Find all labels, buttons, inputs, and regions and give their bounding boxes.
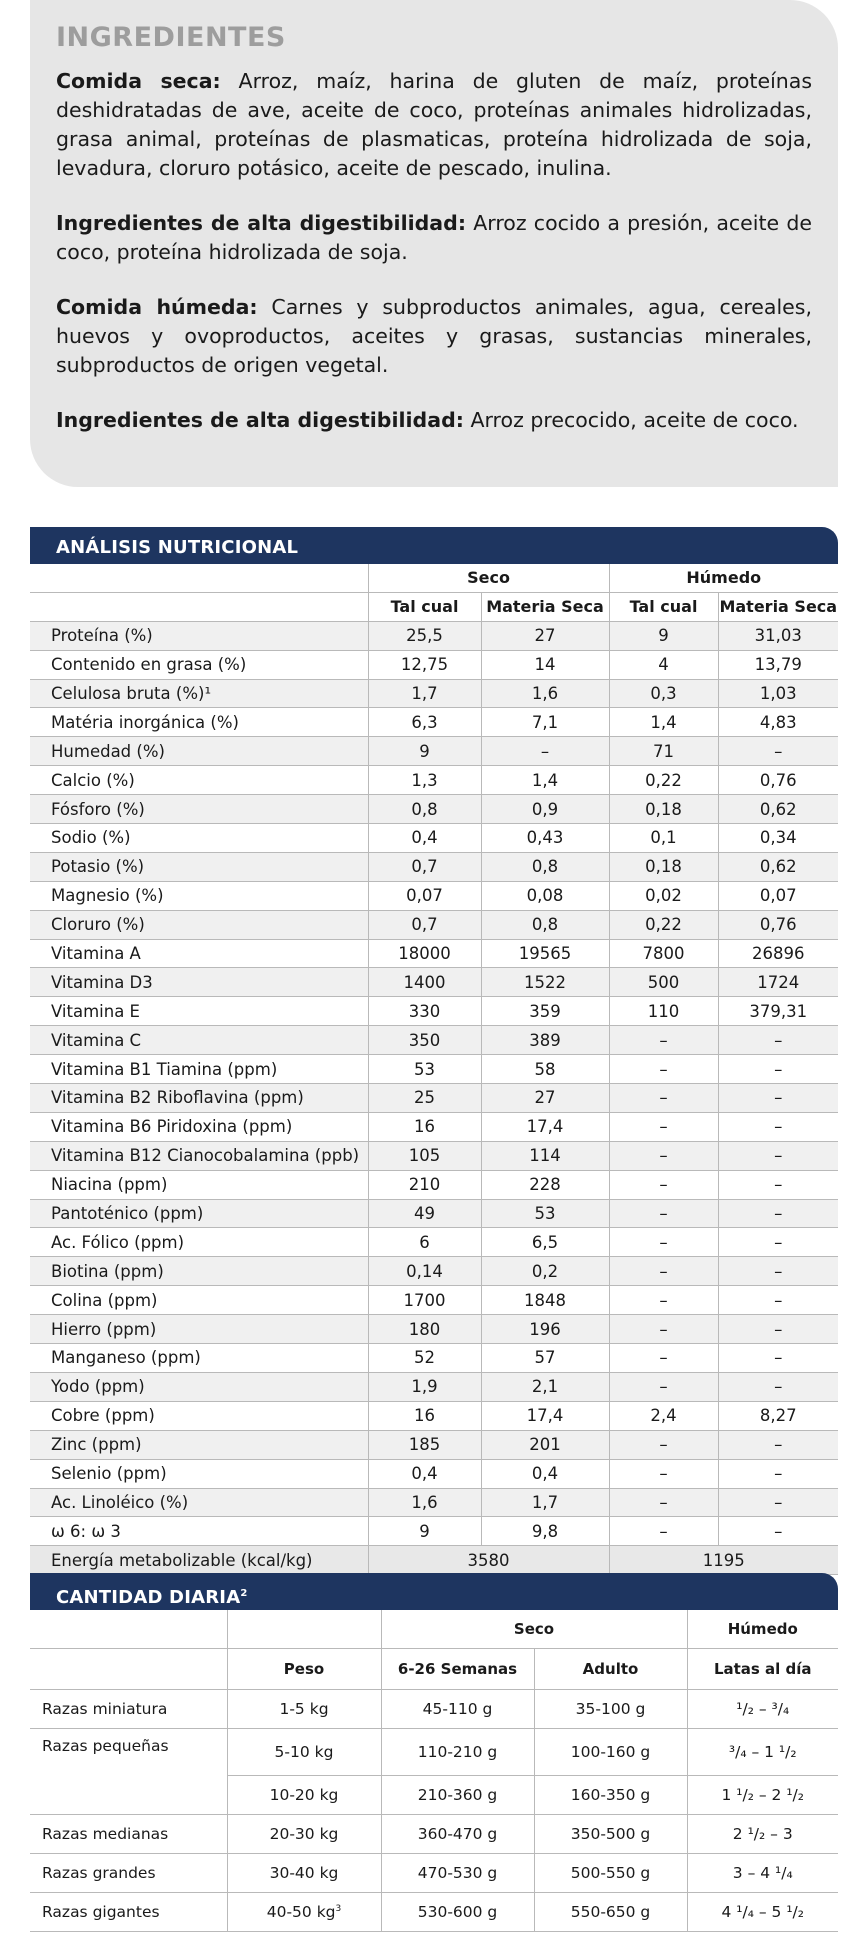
daily-amount-panel: [30, 1573, 838, 1932]
nutrient-label: Contenido en grasa (%): [30, 650, 368, 679]
header-puppy: 6-26 Semanas: [381, 1649, 534, 1690]
wet-dry-matter-value: –: [718, 1372, 838, 1401]
empty-header-cell: [227, 1610, 381, 1649]
wet-dry-matter-value: –: [718, 1488, 838, 1517]
wet-as-is-value: –: [609, 1170, 718, 1199]
dry-dry-matter-value: 58: [481, 1055, 609, 1084]
cans-value: ¹/₂ – ³/₄: [687, 1690, 838, 1729]
dry-dry-matter-value: 17,4: [481, 1401, 609, 1430]
ingredients-text: Arroz cocido a presión, aceite de coco, proteína hidrolizada de soja.: [56, 211, 812, 264]
wet-dry-matter-value: 0,76: [718, 910, 838, 939]
wet-as-is-value: –: [609, 1141, 718, 1170]
dry-dry-matter-value: 7,1: [481, 708, 609, 737]
nutrition-row: [30, 939, 838, 968]
wet-dry-matter-value: –: [718, 1315, 838, 1344]
wet-dry-matter-value: 379,31: [718, 997, 838, 1026]
dry-as-is-value: 0,4: [368, 824, 481, 853]
breed-label: Razas miniatura: [30, 1690, 227, 1729]
dry-dry-matter-value: 17,4: [481, 1112, 609, 1141]
cans-value: 1 ¹/₂ – 2 ¹/₂: [687, 1775, 838, 1814]
wet-dry-matter-value: 4,83: [718, 708, 838, 737]
breed-label: [30, 1775, 227, 1814]
wet-as-is-value: 71: [609, 737, 718, 766]
energy-label: Energía metabolizable (kcal/kg): [30, 1546, 368, 1575]
nutrient-label: Selenio (ppm): [30, 1459, 368, 1488]
weight-footnote: 3: [335, 1903, 342, 1914]
nutrient-label: Cobre (ppm): [30, 1401, 368, 1430]
weight-value: [227, 1892, 381, 1931]
nutrient-label: Vitamina D3: [30, 968, 368, 997]
dry-dry-matter-value: 9,8: [481, 1517, 609, 1546]
empty-header-cell: [30, 1649, 227, 1690]
wet-as-is-value: –: [609, 1344, 718, 1373]
nutrition-row: [30, 1084, 838, 1113]
dry-as-is-value: 350: [368, 1026, 481, 1055]
dry-as-is-value: 0,4: [368, 1459, 481, 1488]
dry-dry-matter-value: 389: [481, 1026, 609, 1055]
wet-as-is-value: –: [609, 1055, 718, 1084]
header-dry-dry-matter: Materia Seca: [481, 592, 609, 621]
header-weight: Peso: [227, 1649, 381, 1690]
daily-row: [30, 1892, 838, 1931]
wet-dry-matter-value: 0,76: [718, 766, 838, 795]
dry-as-is-value: 9: [368, 1517, 481, 1546]
nutrient-label: Vitamina A: [30, 939, 368, 968]
header-wet-as-is: Tal cual: [609, 592, 718, 621]
wet-as-is-value: 2,4: [609, 1401, 718, 1430]
daily-column-header: [30, 1649, 838, 1690]
nutrition-row: [30, 997, 838, 1026]
wet-as-is-value: –: [609, 1517, 718, 1546]
dry-dry-matter-value: 1,4: [481, 766, 609, 795]
wet-as-is-value: –: [609, 1488, 718, 1517]
dry-as-is-value: 0,7: [368, 910, 481, 939]
wet-as-is-value: 0,1: [609, 824, 718, 853]
weight-value: [227, 1690, 381, 1729]
dry-as-is-value: 1700: [368, 1286, 481, 1315]
cans-value: ³/₄ – 1 ¹/₂: [687, 1729, 838, 1776]
nutrient-label: Ac. Fólico (ppm): [30, 1228, 368, 1257]
dry-dry-matter-value: 19565: [481, 939, 609, 968]
wet-dry-matter-value: 0,07: [718, 881, 838, 910]
nutrition-row: [30, 1141, 838, 1170]
daily-row: [30, 1690, 838, 1729]
dry-as-is-value: 6,3: [368, 708, 481, 737]
adult-value: 550-650 g: [534, 1892, 687, 1931]
ingredients-title: INGREDIENTES: [56, 22, 286, 53]
weight-value: [227, 1853, 381, 1892]
dry-as-is-value: 49: [368, 1199, 481, 1228]
nutrition-row: [30, 1430, 838, 1459]
wet-as-is-value: –: [609, 1228, 718, 1257]
ingredients-label: Ingredientes de alta digestibilidad:: [56, 408, 464, 432]
wet-as-is-value: –: [609, 1112, 718, 1141]
wet-as-is-value: –: [609, 1026, 718, 1055]
nutrition-row: [30, 1401, 838, 1430]
daily-row: [30, 1814, 838, 1853]
nutrient-label: Proteína (%): [30, 621, 368, 650]
dry-as-is-value: 16: [368, 1401, 481, 1430]
energy-dry-value: 3580: [368, 1546, 609, 1575]
nutrient-label: Vitamina C: [30, 1026, 368, 1055]
wet-as-is-value: 4: [609, 650, 718, 679]
dry-dry-matter-value: 0,2: [481, 1257, 609, 1286]
daily-row: [30, 1853, 838, 1892]
ingredients-text: Arroz, maíz, harina de gluten de maíz, proteínas deshidratadas de ave, aceite de coco, proteínas animales hidrolizadas, grasa animal, proteínas de plasmaticas, proteína hidrolizada de soja, levadura, cloruro potásico, aceite de pescado, inulina.: [56, 69, 813, 180]
dry-as-is-value: 1,7: [368, 679, 481, 708]
nutrient-label: Fósforo (%): [30, 795, 368, 824]
wet-dry-matter-value: 0,62: [718, 795, 838, 824]
dry-dry-matter-value: 0,08: [481, 881, 609, 910]
dry-as-is-value: 210: [368, 1170, 481, 1199]
nutrition-row: [30, 766, 838, 795]
daily-amount-title-footnote: 2: [240, 1588, 248, 1599]
dry-as-is-value: 1400: [368, 968, 481, 997]
dry-dry-matter-value: 57: [481, 1344, 609, 1373]
wet-dry-matter-value: 0,34: [718, 824, 838, 853]
wet-dry-matter-value: –: [718, 1170, 838, 1199]
dry-dry-matter-value: 6,5: [481, 1228, 609, 1257]
ingredients-wet-food: [56, 293, 812, 380]
dry-dry-matter-value: 27: [481, 621, 609, 650]
wet-as-is-value: –: [609, 1372, 718, 1401]
wet-dry-matter-value: 1,03: [718, 679, 838, 708]
nutrition-row: [30, 679, 838, 708]
nutrient-label: Ac. Linoléico (%): [30, 1488, 368, 1517]
nutrient-label: Sodio (%): [30, 824, 368, 853]
nutrient-label: Matéria inorgánica (%): [30, 708, 368, 737]
wet-as-is-value: –: [609, 1199, 718, 1228]
puppy-value: 45-110 g: [381, 1690, 534, 1729]
dry-dry-matter-value: 0,43: [481, 824, 609, 853]
ingredients-text: Carnes y subproductos animales, agua, cereales, huevos y ovoproductos, aceites y grasas, sustancias minerales, subproductos de origen vegetal.: [56, 295, 812, 377]
nutrition-row: [30, 1026, 838, 1055]
nutrition-row: [30, 824, 838, 853]
nutrient-label: Potasio (%): [30, 852, 368, 881]
puppy-value: 210-360 g: [381, 1775, 534, 1814]
dry-as-is-value: 0,7: [368, 852, 481, 881]
nutrient-label: Yodo (ppm): [30, 1372, 368, 1401]
dry-dry-matter-value: 14: [481, 650, 609, 679]
nutrient-label: ω 6: ω 3: [30, 1517, 368, 1546]
daily-amount-title: [30, 1573, 838, 1610]
dry-as-is-value: 0,07: [368, 881, 481, 910]
nutrient-label: Biotina (ppm): [30, 1257, 368, 1286]
weight-text: 10-20 kg: [269, 1785, 339, 1804]
ingredients-label: Ingredientes de alta digestibilidad:: [56, 211, 467, 235]
empty-header-cell: [30, 1610, 227, 1649]
ingredients-label: Comida húmeda:: [56, 295, 258, 319]
header-wet: Húmedo: [609, 564, 838, 592]
dry-dry-matter-value: 1,7: [481, 1488, 609, 1517]
wet-as-is-value: –: [609, 1315, 718, 1344]
puppy-value: 360-470 g: [381, 1814, 534, 1853]
puppy-value: 110-210 g: [381, 1729, 534, 1776]
wet-dry-matter-value: –: [718, 1228, 838, 1257]
nutrition-row: [30, 1372, 838, 1401]
cans-value: 4 ¹/₄ – 5 ¹/₂: [687, 1892, 838, 1931]
empty-header-cell: [30, 592, 368, 621]
dry-dry-matter-value: 53: [481, 1199, 609, 1228]
nutrition-row: [30, 968, 838, 997]
dry-as-is-value: 16: [368, 1112, 481, 1141]
dry-as-is-value: 330: [368, 997, 481, 1026]
weight-value: [227, 1729, 381, 1776]
energy-row: [30, 1546, 838, 1575]
wet-as-is-value: –: [609, 1286, 718, 1315]
wet-dry-matter-value: –: [718, 1257, 838, 1286]
weight-text: 20-30 kg: [269, 1824, 339, 1843]
wet-dry-matter-value: –: [718, 1459, 838, 1488]
nutrition-row: [30, 910, 838, 939]
wet-dry-matter-value: –: [718, 1286, 838, 1315]
dry-dry-matter-value: 114: [481, 1141, 609, 1170]
ingredients-label: Comida seca:: [56, 69, 221, 93]
wet-as-is-value: –: [609, 1257, 718, 1286]
nutrient-label: Colina (ppm): [30, 1286, 368, 1315]
header-dry: Seco: [381, 1610, 687, 1649]
wet-dry-matter-value: –: [718, 1141, 838, 1170]
dry-dry-matter-value: 196: [481, 1315, 609, 1344]
dry-dry-matter-value: 0,8: [481, 852, 609, 881]
puppy-value: 530-600 g: [381, 1892, 534, 1931]
wet-dry-matter-value: –: [718, 1112, 838, 1141]
nutrition-row: [30, 1459, 838, 1488]
dry-dry-matter-value: 201: [481, 1430, 609, 1459]
wet-as-is-value: 0,3: [609, 679, 718, 708]
nutrition-row: [30, 795, 838, 824]
ingredients-panel: [30, 0, 838, 487]
header-adult: Adulto: [534, 1649, 687, 1690]
dry-dry-matter-value: 359: [481, 997, 609, 1026]
nutrient-label: Pantoténico (ppm): [30, 1199, 368, 1228]
wet-as-is-value: 0,18: [609, 795, 718, 824]
nutrient-label: Vitamina B1 Tiamina (ppm): [30, 1055, 368, 1084]
nutrition-table: [30, 564, 838, 1575]
nutrition-row: [30, 708, 838, 737]
puppy-value: 470-530 g: [381, 1853, 534, 1892]
wet-dry-matter-value: –: [718, 1430, 838, 1459]
nutrient-label: Magnesio (%): [30, 881, 368, 910]
wet-as-is-value: –: [609, 1084, 718, 1113]
header-dry-as-is: Tal cual: [368, 592, 481, 621]
wet-as-is-value: –: [609, 1459, 718, 1488]
wet-dry-matter-value: –: [718, 1026, 838, 1055]
wet-dry-matter-value: 0,62: [718, 852, 838, 881]
dry-as-is-value: 25,5: [368, 621, 481, 650]
wet-dry-matter-value: –: [718, 1344, 838, 1373]
dry-as-is-value: 6: [368, 1228, 481, 1257]
dry-dry-matter-value: 0,8: [481, 910, 609, 939]
header-wet-dry-matter: Materia Seca: [718, 592, 838, 621]
nutrition-group-header: [30, 564, 838, 592]
nutrition-row: [30, 1055, 838, 1084]
wet-as-is-value: 0,18: [609, 852, 718, 881]
nutrition-title: ANÁLISIS NUTRICIONAL: [30, 527, 838, 564]
wet-dry-matter-value: –: [718, 1055, 838, 1084]
wet-dry-matter-value: –: [718, 1199, 838, 1228]
nutrient-label: Manganeso (ppm): [30, 1344, 368, 1373]
dry-dry-matter-value: 0,4: [481, 1459, 609, 1488]
adult-value: 350-500 g: [534, 1814, 687, 1853]
nutrient-label: Cloruro (%): [30, 910, 368, 939]
header-dry: Seco: [368, 564, 609, 592]
cans-value: 3 – 4 ¹/₄: [687, 1853, 838, 1892]
ingredients-dry-food: [56, 67, 812, 183]
dry-dry-matter-value: 2,1: [481, 1372, 609, 1401]
header-cans: Latas al día: [687, 1649, 838, 1690]
empty-header-cell: [30, 564, 368, 592]
daily-group-header: [30, 1610, 838, 1649]
dry-dry-matter-value: 1522: [481, 968, 609, 997]
dry-as-is-value: 18000: [368, 939, 481, 968]
wet-as-is-value: –: [609, 1430, 718, 1459]
dry-as-is-value: 52: [368, 1344, 481, 1373]
nutrient-label: Vitamina B2 Riboflavina (ppm): [30, 1084, 368, 1113]
wet-as-is-value: 9: [609, 621, 718, 650]
wet-dry-matter-value: –: [718, 1084, 838, 1113]
ingredients-dry-digestibility: [56, 209, 812, 267]
nutrition-row: [30, 737, 838, 766]
nutrition-row: [30, 621, 838, 650]
nutrient-label: Vitamina B6 Piridoxina (ppm): [30, 1112, 368, 1141]
wet-dry-matter-value: –: [718, 737, 838, 766]
weight-text: 1-5 kg: [279, 1700, 329, 1718]
dry-as-is-value: 53: [368, 1055, 481, 1084]
dry-dry-matter-value: 228: [481, 1170, 609, 1199]
wet-dry-matter-value: 13,79: [718, 650, 838, 679]
nutrition-row: [30, 1170, 838, 1199]
nutrition-column-header: [30, 592, 838, 621]
nutrition-row: [30, 1228, 838, 1257]
nutrition-row: [30, 1199, 838, 1228]
dry-dry-matter-value: 1,6: [481, 679, 609, 708]
wet-as-is-value: 0,22: [609, 766, 718, 795]
dry-as-is-value: 1,6: [368, 1488, 481, 1517]
nutrient-label: Zinc (ppm): [30, 1430, 368, 1459]
daily-amount-title-text: CANTIDAD DIARIA: [56, 1587, 241, 1608]
dry-dry-matter-value: –: [481, 737, 609, 766]
dry-dry-matter-value: 0,9: [481, 795, 609, 824]
wet-as-is-value: 7800: [609, 939, 718, 968]
header-wet: Húmedo: [687, 1610, 838, 1649]
nutrition-row: [30, 881, 838, 910]
nutrition-row: [30, 1257, 838, 1286]
dry-as-is-value: 185: [368, 1430, 481, 1459]
dry-as-is-value: 0,14: [368, 1257, 481, 1286]
daily-row: [30, 1729, 838, 1776]
breed-label: Razas gigantes: [30, 1892, 227, 1931]
dry-as-is-value: 25: [368, 1084, 481, 1113]
weight-value: [227, 1775, 381, 1814]
weight-value: [227, 1814, 381, 1853]
nutrition-row: [30, 1344, 838, 1373]
adult-value: 160-350 g: [534, 1775, 687, 1814]
weight-text: 40-50 kg: [266, 1902, 336, 1921]
nutrient-label: Hierro (ppm): [30, 1315, 368, 1344]
dry-as-is-value: 9: [368, 737, 481, 766]
nutrient-label: Celulosa bruta (%)¹: [30, 679, 368, 708]
dry-as-is-value: 0,8: [368, 795, 481, 824]
nutrient-label: Vitamina E: [30, 997, 368, 1026]
dry-dry-matter-value: 1848: [481, 1286, 609, 1315]
nutrition-row: [30, 852, 838, 881]
wet-as-is-value: 500: [609, 968, 718, 997]
wet-dry-matter-value: 8,27: [718, 1401, 838, 1430]
weight-text: 5-10 kg: [274, 1742, 334, 1761]
nutrient-label: Calcio (%): [30, 766, 368, 795]
breed-label: Razas grandes: [30, 1853, 227, 1892]
nutrition-row: [30, 1517, 838, 1546]
energy-wet-value: 1195: [609, 1546, 838, 1575]
weight-text: 30-40 kg: [269, 1863, 339, 1882]
cans-value: 2 ¹/₂ – 3: [687, 1814, 838, 1853]
nutrition-row: [30, 1488, 838, 1517]
nutrition-row: [30, 650, 838, 679]
wet-dry-matter-value: 31,03: [718, 621, 838, 650]
wet-as-is-value: 0,02: [609, 881, 718, 910]
breed-label: Razas pequeñas: [30, 1729, 227, 1776]
nutrition-row: [30, 1286, 838, 1315]
nutrient-label: Humedad (%): [30, 737, 368, 766]
wet-dry-matter-value: 1724: [718, 968, 838, 997]
nutrition-panel: [30, 527, 838, 1575]
daily-amount-table: [30, 1610, 838, 1932]
wet-as-is-value: 0,22: [609, 910, 718, 939]
ingredients-wet-digestibility: [56, 406, 812, 435]
wet-dry-matter-value: –: [718, 1517, 838, 1546]
breed-label: Razas medianas: [30, 1814, 227, 1853]
dry-as-is-value: 12,75: [368, 650, 481, 679]
nutrition-row: [30, 1315, 838, 1344]
wet-as-is-value: 110: [609, 997, 718, 1026]
dry-as-is-value: 1,3: [368, 766, 481, 795]
nutrient-label: Vitamina B12 Cianocobalamina (ppb): [30, 1141, 368, 1170]
nutrition-row: [30, 1112, 838, 1141]
adult-value: 500-550 g: [534, 1853, 687, 1892]
dry-as-is-value: 105: [368, 1141, 481, 1170]
adult-value: 35-100 g: [534, 1690, 687, 1729]
nutrient-label: Niacina (ppm): [30, 1170, 368, 1199]
adult-value: 100-160 g: [534, 1729, 687, 1776]
wet-as-is-value: 1,4: [609, 708, 718, 737]
dry-as-is-value: 180: [368, 1315, 481, 1344]
ingredients-text: Arroz precocido, aceite de coco.: [463, 408, 799, 432]
dry-as-is-value: 1,9: [368, 1372, 481, 1401]
daily-row: [30, 1775, 838, 1814]
dry-dry-matter-value: 27: [481, 1084, 609, 1113]
wet-dry-matter-value: 26896: [718, 939, 838, 968]
